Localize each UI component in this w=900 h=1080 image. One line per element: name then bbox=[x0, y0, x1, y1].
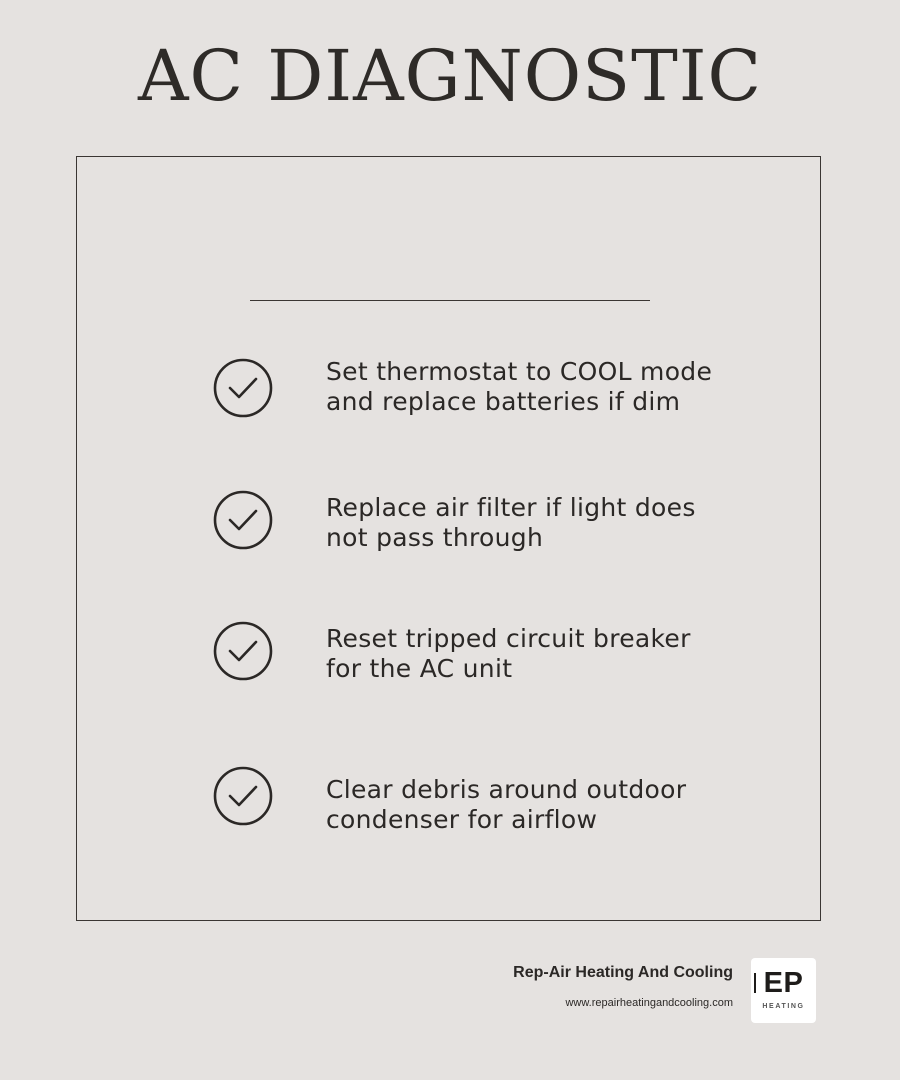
checklist-item-line: Reset tripped circuit breaker bbox=[326, 624, 691, 653]
checklist-item-text bbox=[326, 775, 766, 835]
checklist-item-text bbox=[326, 357, 766, 417]
checklist-item-line: Replace air filter if light does bbox=[326, 493, 696, 522]
checklist-item-circuit-breaker bbox=[212, 620, 772, 690]
check-circle-icon bbox=[212, 765, 274, 827]
checklist-item-line: and replace batteries if dim bbox=[326, 387, 681, 416]
company-logo bbox=[751, 958, 816, 1023]
company-url[interactable]: www.repairheatingandcooling.com bbox=[565, 997, 733, 1009]
checklist-item-line: condenser for airflow bbox=[326, 805, 598, 834]
logo-subtitle: HEATING bbox=[762, 1003, 805, 1010]
page-title: AC DIAGNOSTIC bbox=[137, 35, 763, 117]
check-circle-icon bbox=[212, 489, 274, 551]
checklist-item-text bbox=[326, 493, 766, 553]
checklist-item-line: Clear debris around outdoor bbox=[326, 775, 687, 804]
checklist-item-thermostat bbox=[212, 357, 772, 427]
checklist-item-condenser bbox=[212, 765, 772, 835]
check-circle-icon bbox=[212, 357, 274, 419]
checklist-item-line: not pass through bbox=[326, 523, 544, 552]
check-circle-icon bbox=[212, 620, 274, 682]
divider-line bbox=[250, 300, 650, 301]
checklist-item-line: for the AC unit bbox=[326, 654, 513, 683]
checklist-item-text bbox=[326, 624, 766, 684]
checklist-item-line: Set thermostat to COOL mode bbox=[326, 357, 713, 386]
company-name: Rep-Air Heating And Cooling bbox=[513, 964, 733, 981]
checklist-item-air-filter bbox=[212, 489, 772, 559]
logo-mark: EP bbox=[763, 967, 804, 999]
